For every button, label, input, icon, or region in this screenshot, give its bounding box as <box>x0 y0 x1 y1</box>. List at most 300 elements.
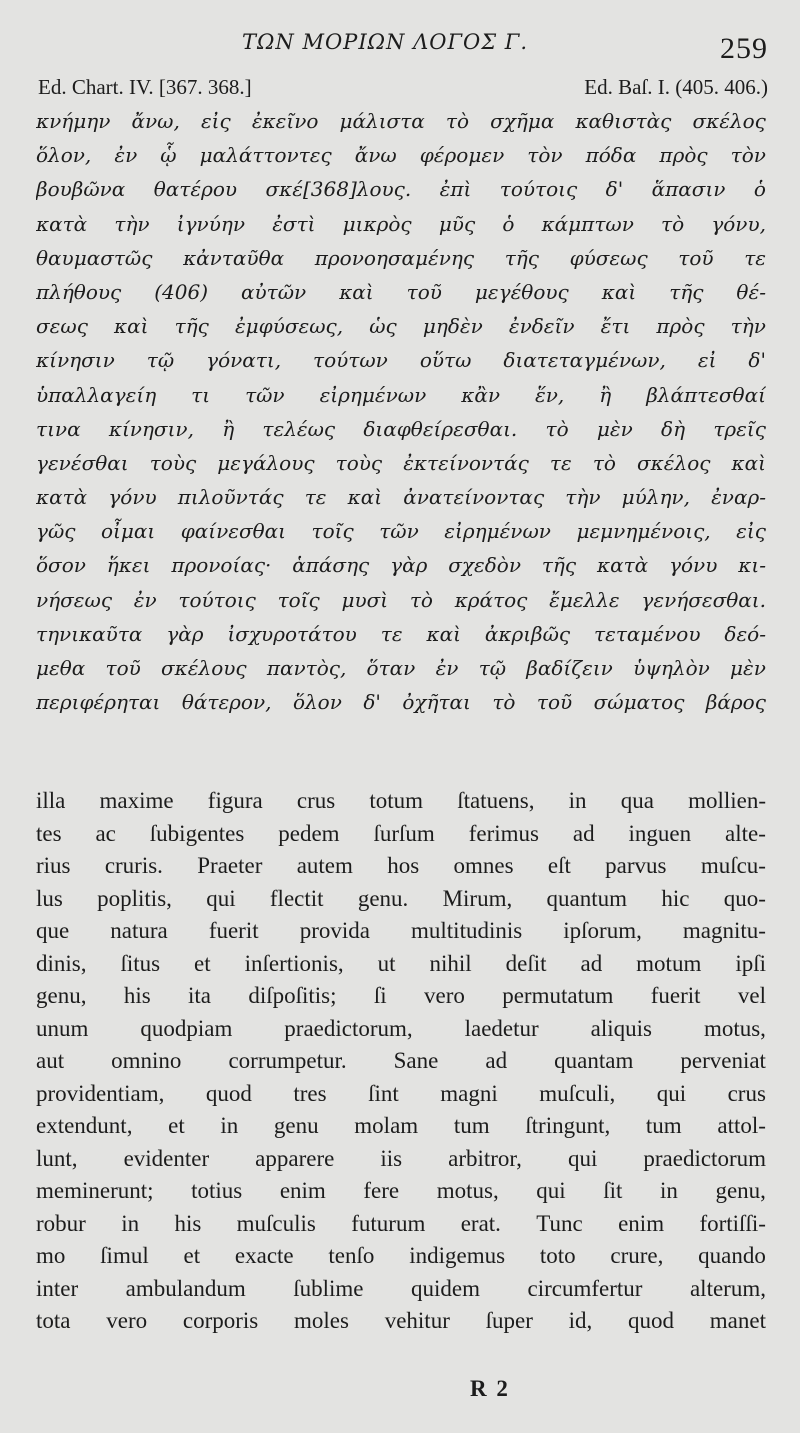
word: ἐκτείνοντάς <box>403 450 529 475</box>
word: corporis <box>182 1308 259 1333</box>
word: τούτοις <box>178 587 256 612</box>
word: διατεταγμένων, <box>503 348 666 373</box>
latin-line <box>36 1273 766 1306</box>
latin-line <box>36 1078 766 1111</box>
word: τὸ <box>409 587 433 612</box>
latin-line <box>36 915 766 948</box>
word: μηδὲν <box>422 314 483 339</box>
word: qui <box>656 1080 687 1106</box>
word: τῷ <box>478 656 507 680</box>
word: τρεῖς <box>713 416 766 441</box>
greek-line <box>36 378 766 412</box>
word: ἄνω, <box>131 109 180 133</box>
word: crus <box>296 788 336 813</box>
greek-line <box>36 514 766 548</box>
word: cruris. <box>104 853 163 878</box>
word: mo <box>36 1243 66 1268</box>
word: φέρομεν <box>419 143 505 168</box>
word: in <box>121 1210 140 1236</box>
word: τεταμένου <box>594 621 701 646</box>
word: τῶν <box>379 519 419 544</box>
word: γόνατι, <box>206 348 282 373</box>
word: et <box>183 1243 201 1268</box>
word: lus <box>36 885 63 911</box>
running-head <box>0 28 800 65</box>
word: ἅπασιν <box>651 177 726 202</box>
word: μεμνημένοις, <box>576 519 711 544</box>
word: totum <box>369 788 424 813</box>
word: κράτος <box>454 587 528 612</box>
word: ipſorum, <box>563 918 642 943</box>
word: mollien- <box>688 788 766 813</box>
word: τὸ <box>445 109 469 133</box>
word: περιφέρηται <box>36 690 161 715</box>
word: ἕν, <box>535 382 565 407</box>
word: tum <box>645 1113 682 1138</box>
word: πλήθους <box>36 279 122 304</box>
word: καὶ <box>114 314 149 339</box>
word: in <box>660 1178 678 1203</box>
word: θέ- <box>736 279 766 304</box>
word: εἰρημένων <box>444 519 551 544</box>
word: figura <box>207 788 263 813</box>
word: μάλιστα <box>339 109 425 133</box>
word: vero <box>106 1308 148 1333</box>
latin-line <box>36 1240 766 1273</box>
greek-text-block <box>36 104 766 719</box>
word: βουβῶνα <box>36 177 126 202</box>
word: quodpiam <box>140 1015 233 1041</box>
word: que <box>36 918 70 943</box>
word: ἐπὶ <box>439 177 472 202</box>
word: μεθα <box>36 656 86 680</box>
word: εἰρημένων <box>319 382 427 407</box>
word: γῶς <box>36 519 76 544</box>
word: genu <box>273 1113 319 1138</box>
word: meminerunt; <box>36 1178 154 1203</box>
word: ἐν <box>435 656 459 680</box>
word: δ' <box>363 690 381 715</box>
word: μαλάττοντες <box>199 143 332 168</box>
word: tota <box>36 1308 71 1333</box>
word: τοὺς <box>149 450 197 475</box>
word: κνήμην <box>36 109 111 133</box>
greek-line <box>36 343 766 377</box>
word: ἰσχυροτάτου <box>227 621 357 646</box>
word: omnino <box>111 1048 182 1073</box>
word: corrumpetur. <box>228 1048 347 1073</box>
word: quod <box>205 1080 252 1106</box>
word: vehitur <box>384 1308 450 1333</box>
word: σχῆμα <box>490 109 555 133</box>
word: ὁ <box>502 211 515 236</box>
word: δ' <box>605 177 624 202</box>
word: hic <box>661 885 690 911</box>
word: τι <box>191 382 211 407</box>
word: ἔμελλε <box>549 587 620 612</box>
word: γενέσθαι <box>36 450 129 475</box>
word: τε <box>744 245 766 270</box>
word: deſit <box>505 950 547 976</box>
word: totius <box>191 1178 243 1203</box>
word: παντὸς, <box>266 656 347 680</box>
word: ἐνδεῖν <box>508 314 575 339</box>
word: motus, <box>703 1015 766 1041</box>
word: (406) <box>154 279 209 304</box>
word: his <box>123 983 151 1008</box>
latin-line <box>36 1013 766 1046</box>
word: diſpoſitis; <box>248 983 337 1008</box>
word: καὶ <box>347 485 383 510</box>
word: μύλην, <box>621 485 690 510</box>
word: σεως <box>36 314 88 339</box>
word: τοῦ <box>406 279 442 304</box>
edition-chartier: Ed. Chart. IV. [367. 368.] <box>38 75 252 99</box>
word: ὅλον <box>292 690 342 715</box>
word: γόνυ, <box>711 211 766 236</box>
word: his <box>174 1210 202 1236</box>
word: molam <box>354 1113 419 1138</box>
word: praedictorum <box>643 1145 766 1171</box>
word: μῦς <box>438 211 476 236</box>
word: multitudinis <box>411 918 523 943</box>
word: pedem <box>278 820 340 846</box>
word: σκέλος <box>692 109 766 133</box>
word: εἰ <box>697 348 717 373</box>
word: φύσεως <box>569 245 648 270</box>
word: unum <box>36 1015 89 1041</box>
word: τὸν <box>527 143 563 168</box>
word: quo- <box>723 885 766 911</box>
word: μικρὸς <box>342 211 412 236</box>
word: ad <box>580 950 603 976</box>
word: parvus <box>605 853 667 878</box>
word: quantum <box>546 885 628 911</box>
greek-line <box>36 241 766 275</box>
greek-line <box>36 412 766 446</box>
word: ἐναρ- <box>711 485 766 510</box>
latin-line <box>36 1175 766 1208</box>
word: vel <box>737 983 766 1008</box>
word: καὶ <box>601 279 637 304</box>
word: alterum, <box>689 1275 766 1301</box>
word: erat. <box>460 1210 501 1236</box>
word: τοῖς <box>311 519 354 544</box>
word: θαυμαστῶς <box>36 245 153 270</box>
word: aliquis <box>590 1015 652 1041</box>
word: τε <box>380 621 403 646</box>
word: πόδα <box>585 143 637 168</box>
word: qui <box>567 1145 598 1171</box>
greek-line <box>36 138 766 172</box>
word: τῆς <box>669 279 704 304</box>
latin-text-block <box>36 785 766 1338</box>
word: illa <box>36 788 66 813</box>
word: ἢ <box>599 382 612 407</box>
word: κίνησιν, <box>108 416 194 441</box>
word: τῷ <box>146 348 175 373</box>
word: hos <box>387 853 420 878</box>
word: βαδίζειν <box>526 656 613 680</box>
word: toto <box>539 1243 576 1268</box>
word: in <box>568 788 587 813</box>
word: ἀκριβῶς <box>484 621 571 646</box>
word: τε <box>304 485 327 510</box>
word: θατέρου <box>153 177 238 202</box>
word: γὰρ <box>390 553 428 578</box>
word: σκέ[368]λους. <box>265 177 412 202</box>
word: μεγέθους <box>474 279 569 304</box>
word: dinis, <box>36 950 87 976</box>
greek-line <box>36 583 766 617</box>
word: fuerit <box>650 983 701 1008</box>
word: attol- <box>717 1113 766 1138</box>
word: οἶμαι <box>100 519 156 544</box>
word: ὑπαλλαγείη <box>36 382 157 407</box>
word: inſertionis, <box>244 950 344 976</box>
word: ὅλον, <box>36 143 92 168</box>
word: poplitis, <box>97 885 172 911</box>
word: ſubigentes <box>149 820 245 846</box>
word: iis <box>380 1145 403 1171</box>
word: tenſo <box>328 1243 375 1268</box>
word: τῆς <box>174 314 209 339</box>
greek-line <box>36 548 766 582</box>
word: fuerit <box>208 918 259 943</box>
word: ſtringunt, <box>525 1113 611 1138</box>
word: inter <box>36 1275 79 1301</box>
word: quidem <box>411 1275 481 1301</box>
word: τηνικαῦτα <box>36 621 143 646</box>
word: ipſi <box>735 950 766 976</box>
word: σώματος <box>593 690 685 715</box>
word: robur <box>36 1210 86 1236</box>
word: exacte <box>234 1243 294 1268</box>
greek-line <box>36 309 766 343</box>
word: alte- <box>725 820 766 846</box>
word: κατὰ <box>596 553 649 578</box>
word: moles <box>294 1308 349 1333</box>
word: ἐκεῖνο <box>251 109 319 133</box>
word: κίνησιν <box>36 348 115 373</box>
word: genu, <box>36 983 87 1008</box>
word: ac <box>95 820 116 846</box>
word: enim <box>279 1178 326 1203</box>
word: πρὸς <box>656 314 705 339</box>
word: τοῦ <box>105 656 141 680</box>
latin-line <box>36 1143 766 1176</box>
word: praedictorum, <box>284 1015 413 1041</box>
word: οὕτω <box>419 348 472 373</box>
word: ὁ <box>753 177 766 202</box>
word: flectit <box>269 885 324 911</box>
greek-line <box>36 480 766 514</box>
word: maxime <box>99 788 174 813</box>
word: βάρος <box>705 690 766 715</box>
signature-mark: R 2 <box>470 1376 510 1401</box>
word: Sane <box>393 1048 439 1073</box>
word: τῆς <box>541 553 577 578</box>
word: ſtatuens, <box>457 788 535 813</box>
word: ὡς <box>369 314 397 339</box>
word: τοῦ <box>536 690 573 715</box>
word: τὸν <box>730 143 766 168</box>
word: βλάπτεσθαί <box>646 382 766 407</box>
word: ὅσον <box>36 553 86 578</box>
latin-line <box>36 1305 766 1338</box>
word: natura <box>110 918 168 943</box>
word: μεγάλους <box>217 450 315 475</box>
word: αὐτῶν <box>241 279 307 304</box>
word: τούτοις <box>499 177 578 202</box>
word: futurum <box>351 1210 426 1236</box>
latin-line <box>36 1208 766 1241</box>
word: in <box>220 1113 239 1138</box>
word: circumfertur <box>527 1275 643 1301</box>
latin-line <box>36 980 766 1013</box>
word: quantam <box>554 1048 634 1073</box>
edition-basel: Ed. Baſ. I. (405. 406.) <box>584 75 768 99</box>
word: μυσὶ <box>341 587 389 612</box>
word: τὸ <box>592 450 616 475</box>
word: θάτερον, <box>181 690 272 715</box>
word: extendunt, <box>36 1113 133 1138</box>
word: σχεδὸν <box>448 553 521 578</box>
word: qua <box>620 788 654 813</box>
word: ſurſum <box>373 820 435 846</box>
word: γόνυ <box>108 485 157 510</box>
word: fortiſſi- <box>699 1210 766 1236</box>
word: ὅταν <box>366 656 416 680</box>
word: ἐστὶ <box>272 211 316 236</box>
word: Mirum, <box>442 885 513 911</box>
word: δὴ <box>661 416 686 441</box>
word: ad <box>572 820 595 846</box>
word: τοῦ <box>678 245 714 270</box>
word: τοῖς <box>277 587 320 612</box>
word: προνοησαμένης <box>314 245 475 270</box>
word: φαίνεσθαι <box>180 519 287 544</box>
edition-references <box>38 75 768 101</box>
word: indigemus <box>409 1243 506 1268</box>
word: τούτων <box>313 348 388 373</box>
word: κἂν <box>461 382 501 407</box>
greek-line <box>36 446 766 480</box>
word: vero <box>424 983 465 1008</box>
word: κατὰ <box>36 211 88 236</box>
greek-line <box>36 275 766 309</box>
word: perveniat <box>680 1048 766 1073</box>
word: tres <box>293 1080 327 1106</box>
word: motum <box>636 950 702 976</box>
word: omnes <box>453 853 514 878</box>
word: μὲν <box>596 416 633 441</box>
word: νήσεως <box>36 587 113 612</box>
word: ſit <box>603 1178 623 1203</box>
word: πιλοῦντάς <box>177 485 284 510</box>
word: καὶ <box>339 279 374 304</box>
word: δ' <box>748 348 766 373</box>
word: τελέως <box>262 416 336 441</box>
word: et <box>194 950 211 976</box>
word: εἰς <box>200 109 231 133</box>
word: ita <box>188 983 211 1008</box>
word: Tunc <box>536 1210 583 1236</box>
word: πρὸς <box>659 143 708 168</box>
word: eſt <box>547 853 571 878</box>
greek-line <box>36 207 766 241</box>
word: muſcu- <box>700 853 766 878</box>
word: κατὰ <box>36 485 88 510</box>
latin-line <box>36 1045 766 1078</box>
word: ſint <box>368 1080 399 1106</box>
latin-line <box>36 948 766 981</box>
word: ſi <box>373 983 387 1008</box>
running-title: ΤΩΝ ΜΟΡΙΩΝ ΛΟΓΟΣ Γ. <box>242 30 529 54</box>
word: magnitu- <box>682 918 766 943</box>
latin-line <box>36 1110 766 1143</box>
word: quod <box>628 1308 675 1333</box>
greek-line <box>36 172 766 206</box>
word: τοὺς <box>335 450 383 475</box>
latin-line <box>36 850 766 883</box>
word: magni <box>440 1080 498 1106</box>
word: ἐν <box>114 143 138 168</box>
word: καὶ <box>731 450 766 475</box>
word: διαφθείρεσθαι. <box>363 416 518 441</box>
word: ad <box>485 1048 508 1073</box>
word: καθιστὰς <box>575 109 672 133</box>
word: laedetur <box>464 1015 539 1041</box>
word: nihil <box>429 950 472 976</box>
word: tes <box>36 820 62 846</box>
word: τὴν <box>565 485 601 510</box>
word: ἐμφύσεως, <box>234 314 344 339</box>
word: γόνυ <box>669 553 718 578</box>
word: ἰγνύην <box>176 211 246 236</box>
word: τῆς <box>504 245 539 270</box>
word: ferimus <box>468 820 539 846</box>
word: ᾧ <box>160 143 177 168</box>
word: muſculis <box>236 1210 316 1236</box>
word: τῶν <box>245 382 285 407</box>
word: muſculi, <box>539 1080 616 1106</box>
greek-line <box>36 617 766 651</box>
word: provida <box>299 918 370 943</box>
word: qui <box>536 1178 566 1203</box>
word: σκέλους <box>161 656 247 680</box>
greek-line <box>36 651 766 685</box>
word: enim <box>618 1210 665 1236</box>
word: arbitror, <box>448 1145 522 1171</box>
word: τινα <box>36 416 81 441</box>
word: ſitus <box>120 950 161 976</box>
word: καὶ <box>426 621 461 646</box>
word: Praeter <box>197 853 263 878</box>
word: genu. <box>357 885 409 911</box>
word: apparere <box>255 1145 335 1171</box>
word: rius <box>36 853 71 878</box>
word: τὸ <box>492 690 516 715</box>
word: κάμπτων <box>541 211 634 236</box>
word: id, <box>568 1308 593 1333</box>
word: inguen <box>628 820 692 846</box>
word: ſimul <box>100 1243 149 1268</box>
word: ἐν <box>133 587 157 612</box>
word: ἁπάσης <box>292 553 370 578</box>
word: τε <box>549 450 572 475</box>
word: crus <box>727 1080 766 1106</box>
